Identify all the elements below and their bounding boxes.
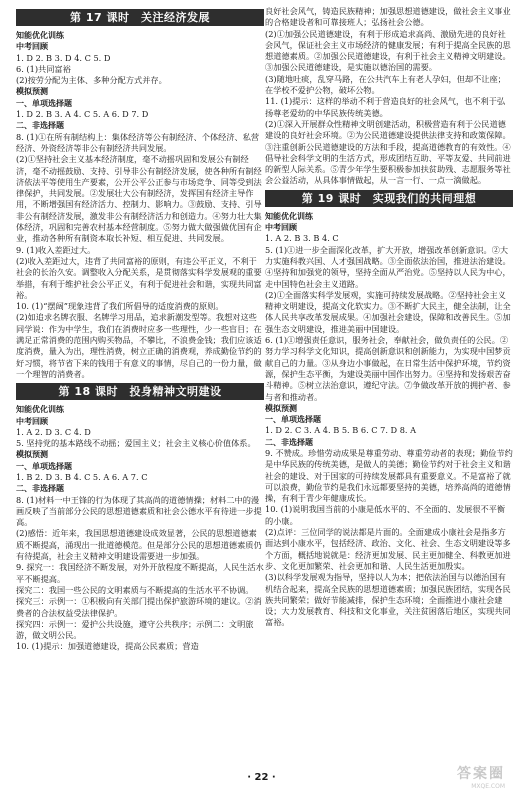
- answer-paragraph: (2)感悟：近年来，我国思想道德建设成效显著，公民的思想道德素质不断提高，涌现出一批道德模范。但是部分公民的思想道德素质仍有待提高，社会主义精神文明建设需要进一步加强。: [16, 528, 262, 562]
- answer-paragraph: 8. (1)①在所有制结构上：集体经济等公有制经济、个体经济、私营经济、外资经济等非公有制经济共同发展。: [16, 131, 260, 153]
- subsection-heading: 二、非选择题: [265, 437, 313, 447]
- watermark-logo: [457, 766, 505, 792]
- subsection-heading: 模拟预测: [16, 450, 48, 460]
- subsection-heading: 模拟预测: [265, 403, 297, 413]
- subsection-heading: 中考回顾: [265, 223, 297, 233]
- answer-paragraph: (2)点评：三位同学的说法都是片面的。全面建成小康社会是指多方面达到小康水平，包括经济、政治、文化、社会、生态文明建设等多个方面，概括地说就是：经济更加发展、民主更加健全、科教更加进步、文化更加繁荣、社会更加和谐、人民生活更加殷实。: [265, 527, 511, 571]
- answer-key-line: 1. D 2. C 3. A 4. B 5. B 6. C 7. D 8. A: [265, 425, 417, 436]
- answer-paragraph: 探究三：示例一：①积极向有关部门提出保护旅游环境的建议。②消费者的合法权益受法律保护。: [16, 596, 262, 618]
- watermark-url: MXQE.COM: [471, 782, 505, 790]
- subsection-heading: 模拟预测: [16, 87, 48, 97]
- answer-paragraph: 9. 探究一：我国经济不断发展，对外开放程度不断提高，人民生活水平不断提高。: [16, 562, 264, 584]
- answer-key-line: 1. B 2. D 3. B 4. C 5. A 6. A 7. C: [16, 471, 148, 482]
- answer-paragraph: 探究二：我国一些公民的文明素质与不断提高的生活水平不协调。: [16, 584, 254, 595]
- subsection-heading: 中考回顾: [16, 42, 48, 52]
- subsection-heading: 一、单项选择题: [16, 98, 72, 108]
- subsection-heading: 二、非选择题: [16, 121, 64, 131]
- answer-paragraph: 6. (1)①增强责任意识，服务社会，奉献社会，做负责任的公民。②努力学习科学文化知识，提高创新意识和创新能力，为实现中国梦贡献自己的力量。③从身边小事做起，在日常生活中保护环境，节约资源，保护生态平衡，为建设美丽中国作出努力。④坚持和发扬艰苦奋斗精神。⑤树立法治意识，遵纪守法。⑦争做改革开放的拥护者、参与者和推动者。: [265, 335, 511, 402]
- subsection-heading: 中考回顾: [16, 416, 48, 426]
- subsection-heading: 一、单项选择题: [265, 415, 321, 425]
- answer-paragraph: 6. (1)共同富裕: [16, 63, 71, 74]
- answer-paragraph: 8. (1)材料一中王锋的行为体现了其高尚的道德情操；材料二中的漫画反映了当前部分公民的思想道德素质和社会公德水平有待进一步提高。: [16, 494, 262, 528]
- section-tag: 知能优化训练: [16, 405, 64, 415]
- answer-paragraph: (2)①坚持社会主义基本经济制度，毫不动摇巩固和发展公有制经济，毫不动摇鼓励、支持、引导非公有制经济发展，使各种所有制经济依法平等使用生产要素，公开公平公正参与市场竞争、同等受到法律保护，共同发展。②发展壮大公有制经济，发挥国有经济主导作用，不断增强国有经济活力、控制力、影响力。③鼓励、支持、引导非公有制经济发展，激发非公有制经济活力和创造力。④努力壮大集体经济，巩固和完善农村基本经营制度。⑤努力做大做强做优国有企业，推动各种所有制资本取长补短、相互促进、共同发展。: [16, 154, 262, 244]
- answer-paragraph: 5. 坚持党的基本路线不动摇；爱国主义；社会主义核心价值体系。: [16, 438, 256, 449]
- answer-paragraph: (3)随地吐痰，乱穿马路，在公共汽车上有老人孕妇，但却不让座；在学校不爱护公物，破坏公物。: [265, 73, 506, 96]
- page-number: · 22 ·: [247, 772, 276, 783]
- lesson-title-banner: 第 19 课时 实现我们的共同理想: [265, 190, 513, 207]
- answer-paragraph: (2)收入差距过大，违背了共同富裕的原则，有违公平正义，不利于社会的长治久安。调整收入分配关系，是贯彻落实科学发展观的重要举措，有利于维护社会公平正义，有利于促进社会和谐，实现共同富裕。: [16, 255, 262, 300]
- answer-paragraph: (2)①全面落实科学发展观，实施可持续发展战略。②坚持社会主义精神文明建设，提高文化软实力。③不断扩大民主，健全法制，让全体人民共享改革发展成果。④加强社会建设，保障和改善民生。⑤加强生态文明建设，推进美丽中国建设。: [265, 289, 511, 334]
- answer-paragraph: 10. (1)“摆阔”现象违背了我们所倡导的适度消费的原则。: [16, 301, 224, 312]
- answer-paragraph: 10. (1)说明我国当前的小康是低水平的、不全面的、发展很不平衡的小康。: [265, 504, 506, 526]
- answer-paragraph: 10. (1)提示：加强道德建设，提高公民素质；营造: [16, 641, 199, 652]
- right-column: [265, 6, 513, 629]
- answer-paragraph: 9. 不赞成。珍惜劳动成果是尊重劳动、尊重劳动者的表现；勤俭节约是中华民族的传统美德，是做人的美德；勤俭节约对于社会主义和谐社会的建设、对于国家的可持续发展都具有重要意义。不是富裕了就可以浪费，勤俭节约是我们永远都要坚持的美德，培养高尚的道德情操，有利于青少年健康成长。: [265, 447, 513, 504]
- answer-paragraph: (3)以科学发展观为指导，坚持以人为本；把依法治国与以德治国有机结合起来，提高全民族的思想道德素质；加强民族团结，实现各民族共同繁荣；做好节能减排，保护生态环境；全面推进小康社会建设；大力发展教育、科技和文化事业，关注贫困落后地区，实现共同富裕。: [265, 572, 511, 628]
- answer-paragraph: 5. (1)①进一步全面深化改革，扩大开放，增强改革创新意识。②大力实施科教兴国、人才强国战略。③全面依法治国，推进法治建设。④坚持和加强党的领导，坚持全面从严治党。⑤坚持以人民为中心，走中国特色社会主义道路。: [265, 244, 511, 289]
- answer-paragraph: 11. (1)提示：这样的举动不利于营造良好的社会风气，也不利于弘扬尊老爱幼的中华民族传统美德。: [265, 96, 506, 118]
- section-tag: 知能优化训练: [16, 31, 64, 40]
- answer-paragraph: 9. (1)收入差距过大。: [16, 244, 96, 255]
- answer-paragraph: (2)①深入开展群众性精神文明创建活动，积极营造有利于公民道德建设的良好社会环境。②为公民道德建设提供法律支持和政策保障。③注重创新公民道德建设的方法和手段，提高道德教育的有效性。④倡导社会科学文明的生活方式，形成团结互助、平等友爱、共同前进的新型人际关系。⑤青少年学生要积极参加扶贫助残、志愿服务等社会公益活动，从具体事情做起，从一言一行、一点一滴做起。: [265, 118, 511, 186]
- section-tag: 知能优化训练: [265, 211, 313, 221]
- answer-key-line: 1. A 2. B 3. B 4. C: [265, 233, 339, 244]
- answer-paragraph: 探究四：示例一：爱护公共设施，遵守公共秩序；示例二：文明旅游，做文明公民。: [16, 618, 254, 641]
- subsection-heading: 一、单项选择题: [16, 461, 72, 471]
- answer-paragraph: (2)①加强公民道德建设，有利于形成追求高尚、激励先进的良好社会风气，保证社会主义市场经济的健康发展；有利于提高全民族的思想道德素质。②加强公民道德建设，有利于社会主义精神文明建设。③加强公民道德建设，是实施以德治国的需要。: [265, 28, 511, 73]
- answer-paragraph: (2)如追求名牌衣服、名牌学习用品，追求新潮发型等。我想对这些同学说：作为中学生，我们在消费时应多一些理性，少一些盲目；在满足正常消费的范围内购买物品，不攀比，不浪费金钱；我们应该适度消费，量入为出，理性消费，树立正确的消费观，养成勤俭节约的好习惯，将节省下来的钱用于有意义的事情，尽自己的一份力量，做一个理智的消费者。: [16, 312, 262, 379]
- subsection-heading: 二、非选择题: [16, 484, 64, 494]
- answer-paragraph: (2)按劳分配为主体、多种分配方式并存。: [16, 75, 167, 86]
- answer-paragraph: 良好社会风气，铸造民族精神；加强思想道德建设，做社会主义事业的合格建设者和可靠接班人；弘扬社会公德。: [265, 6, 511, 28]
- lesson-title-banner: 第 18 课时 投身精神文明建设: [16, 383, 264, 400]
- watermark-text: 答案圈: [457, 766, 505, 783]
- left-column: [16, 6, 264, 653]
- answer-key-line: 1. A 2. D 3. C 4. D: [16, 426, 91, 437]
- lesson-title-banner: 第 17 课时 关注经济发展: [16, 9, 264, 26]
- answer-key-line: 1. D 2. B 3. A 4. C 5. A 6. D 7. D: [16, 109, 149, 120]
- answer-key-line: 1. D 2. B 3. D 4. C 5. D: [16, 52, 111, 63]
